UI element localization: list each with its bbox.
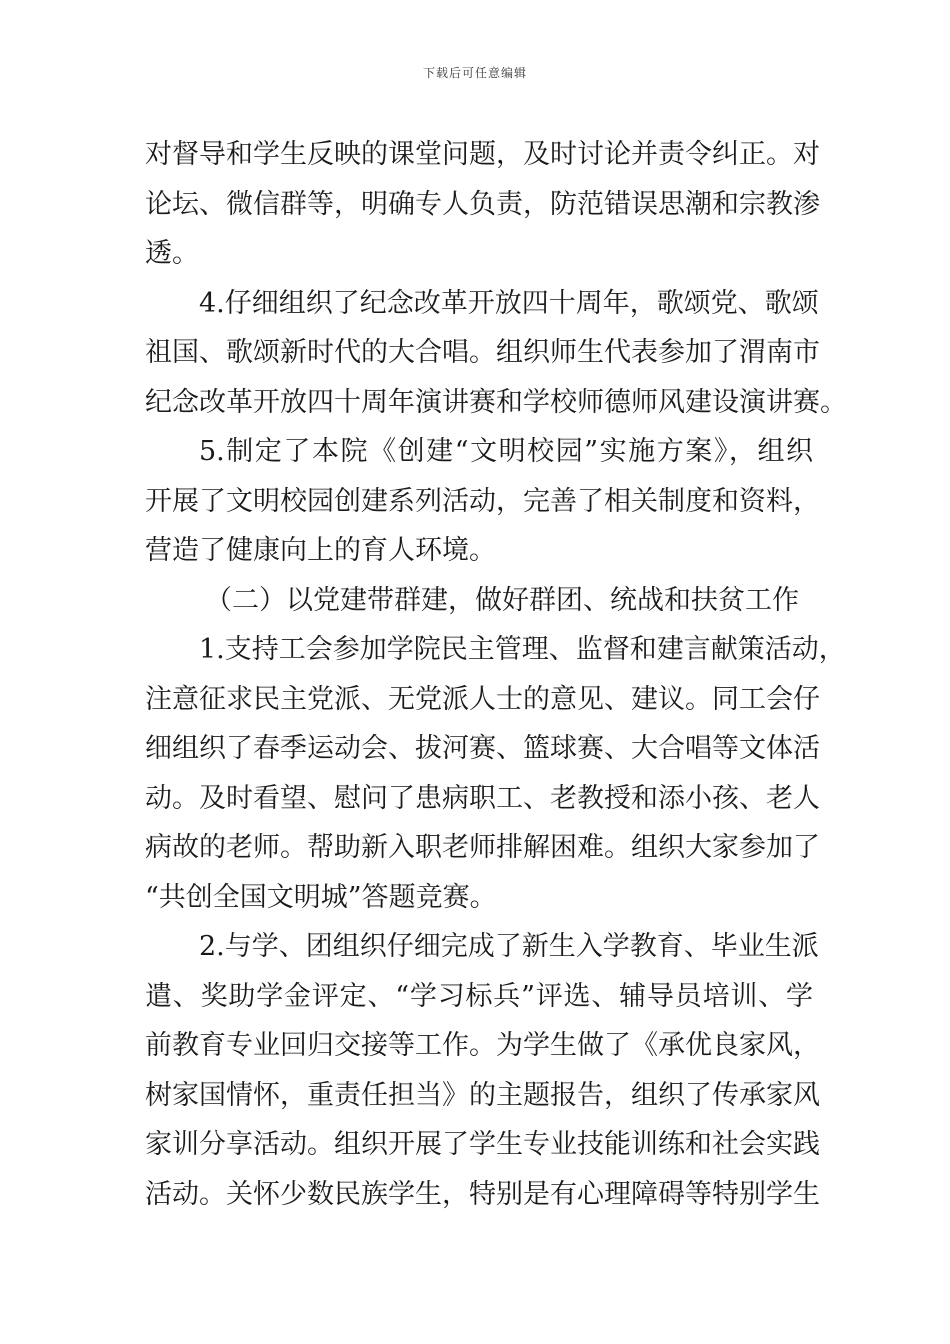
- document-body: [145, 130, 847, 1219]
- text-line: 注意征求民主党派、无党派人士的意见、建议。同工会仔: [145, 683, 820, 715]
- text-line: 病故的老师。帮助新入职老师排解困难。组织大家参加了: [145, 832, 820, 863]
- text-line: 树家国情怀，重责任担当》的主题报告，组织了传承家风: [145, 1079, 820, 1111]
- text-line: 对督导和学生反映的课堂问题，及时讨论并责令纠正。对: [145, 139, 820, 170]
- text-line: 细组织了春季运动会、拔河赛、篮球赛、大合唱等文体活: [145, 733, 820, 764]
- text-line: 前教育专业回归交接等工作。为学生做了《承优良家风，: [145, 1030, 820, 1061]
- text-line: 家训分享活动。组织开展了学生专业技能训练和社会实践: [145, 1129, 820, 1160]
- section-heading: （二）以党建带群建，做好群团、统战和扶贫工作: [205, 584, 799, 616]
- text-line: 开展了文明校园创建系列活动，完善了相关制度和资料，: [145, 485, 820, 517]
- page-header: 下载后可任意编辑: [422, 66, 527, 80]
- text-line: 活动。关怀少数民族学生，特别是有心理障碍等特别学生: [145, 1178, 820, 1210]
- text-line: 2.与学、团组织仔细完成了新生入学教育、毕业生派: [199, 931, 819, 962]
- text-line: 动。及时看望、慰问了患病职工、老教授和添小孩、老人: [145, 782, 820, 814]
- text-line: 遣、奖助学金评定、“学习标兵”评选、辅导员培训、学: [145, 980, 813, 1012]
- text-line: 论坛、微信群等，明确专人负责，防范错误思潮和宗教渗: [145, 188, 820, 220]
- text-line: 纪念改革开放四十周年演讲赛和学校师德师风建设演讲赛。: [145, 386, 847, 418]
- text-line: 祖国、歌颂新时代的大合唱。组织师生代表参加了渭南市: [145, 337, 820, 368]
- text-line: 1.支持工会参加学院民主管理、监督和建言献策活动，: [199, 634, 846, 665]
- text-line: 营造了健康向上的育人环境。: [145, 535, 496, 566]
- text-line: 5.制定了本院《创建“文明校园”实施方案》，组织: [199, 436, 813, 467]
- text-line: 透。: [145, 238, 199, 269]
- text-line: 4.仔细组织了纪念改革开放四十周年，歌颂党、歌颂: [199, 287, 819, 319]
- text-line: “共创全国文明城”答题竞赛。: [145, 881, 497, 913]
